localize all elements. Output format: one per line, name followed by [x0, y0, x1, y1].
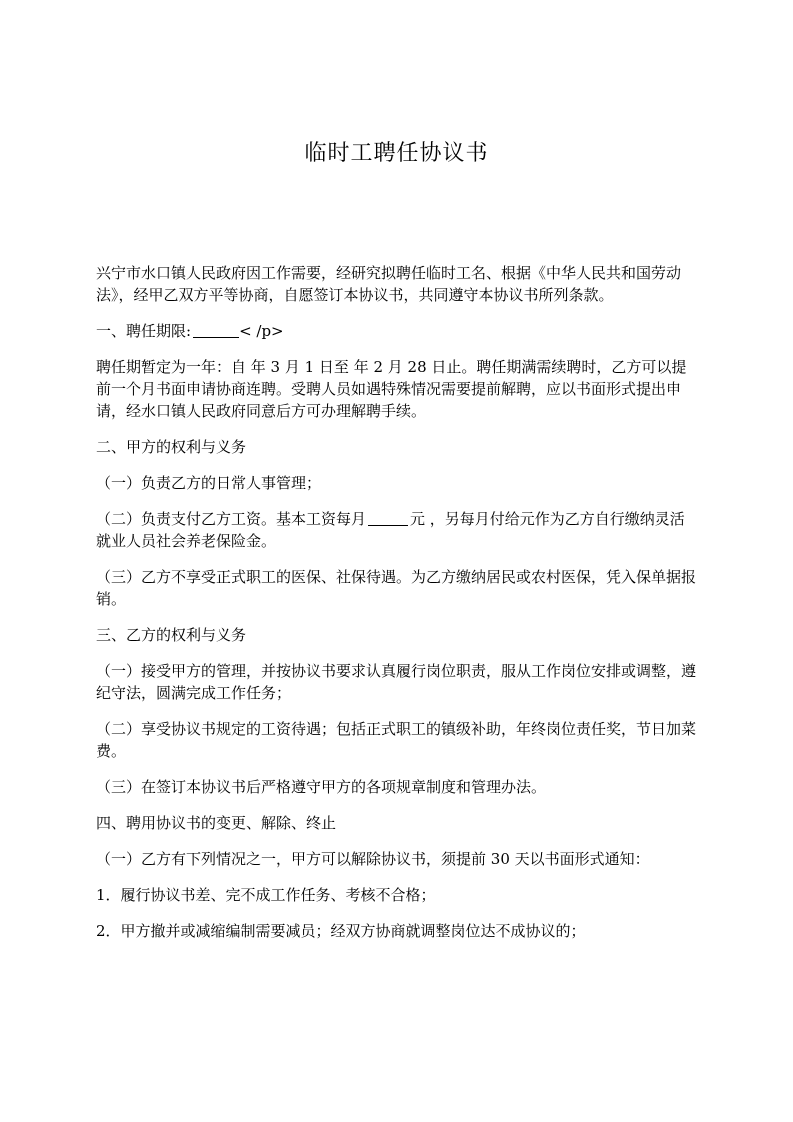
intro-paragraph: 兴宁市水口镇人民政府因工作需要，经研究拟聘任临时工名、根据《中华人民共和国劳动法》，经甲乙双方平等协商，自愿签订本协议书，共同遵守本协议书所列条款。: [96, 264, 682, 304]
section-3-item-1: （一）接受甲方的管理，并按协议书要求认真履行岗位职责，服从工作岗位安排或调整，遵纪守法，圆满完成工作任务；: [96, 662, 697, 702]
section-1-text: 聘任期暂定为一年：自 年 3 月 1 日至 年 2 月 28 日止。聘任期满需续聘时，乙方可以提前一个月书面申请协商连聘。受聘人员如遇特殊情况需要提前解聘，应以书面形式提出申请，经水口镇人民政府同意后方可办理解聘手续。: [96, 358, 687, 420]
section-4-item-1: （一）乙方有下列情况之一，甲方可以解除协议书，须提前 30 天以书面形式通知：: [96, 850, 650, 868]
section-4-subitem-1: 1．履行协议书差、完不成工作任务、考核不合格；: [96, 886, 436, 904]
section-4-subitem-2: 2．甲方撤并或减缩编制需要减员；经双方协商就调整岗位达不成协议的；: [96, 922, 586, 940]
section-1-heading-label: 一、聘任期限:: [96, 322, 192, 340]
section-2-item-2-post: 元 ，另每月付给元作为乙方自行缴纳灵活就业人员社会养老保险金。: [96, 510, 685, 550]
term-blank-line: [193, 322, 239, 338]
document-body: [96, 262, 698, 956]
section-2-item-2-pre: （二）负责支付乙方工资。基本工资每月: [96, 510, 367, 528]
section-1-heading: [96, 320, 698, 342]
section-2-item-2: [96, 508, 698, 552]
section-3-heading: 三、乙方的权利与义务: [96, 626, 247, 644]
section-3-item-3: （三）在签订本协议书后严格遵守甲方的各项规章制度和管理办法。: [96, 778, 547, 796]
section-4-heading: 四、聘用协议书的变更、解除、终止: [96, 814, 337, 832]
section-3-item-2: （二）享受协议书规定的工资待遇；包括正式职工的镇级补助，年终岗位责任奖，节日加菜费。: [96, 720, 697, 760]
section-1-heading-tail: < /p>: [239, 322, 284, 340]
salary-blank-line: [368, 510, 408, 526]
section-2-item-3: （三）乙方不享受正式职工的医保、社保待遇。为乙方缴纳居民或农村医保，凭入保单据报销。: [96, 568, 697, 608]
section-2-item-1: （一）负责乙方的日常人事管理；: [96, 474, 322, 492]
document-title: 临时工聘任协议书: [304, 141, 489, 166]
section-2-heading: 二、甲方的权利与义务: [96, 438, 247, 456]
